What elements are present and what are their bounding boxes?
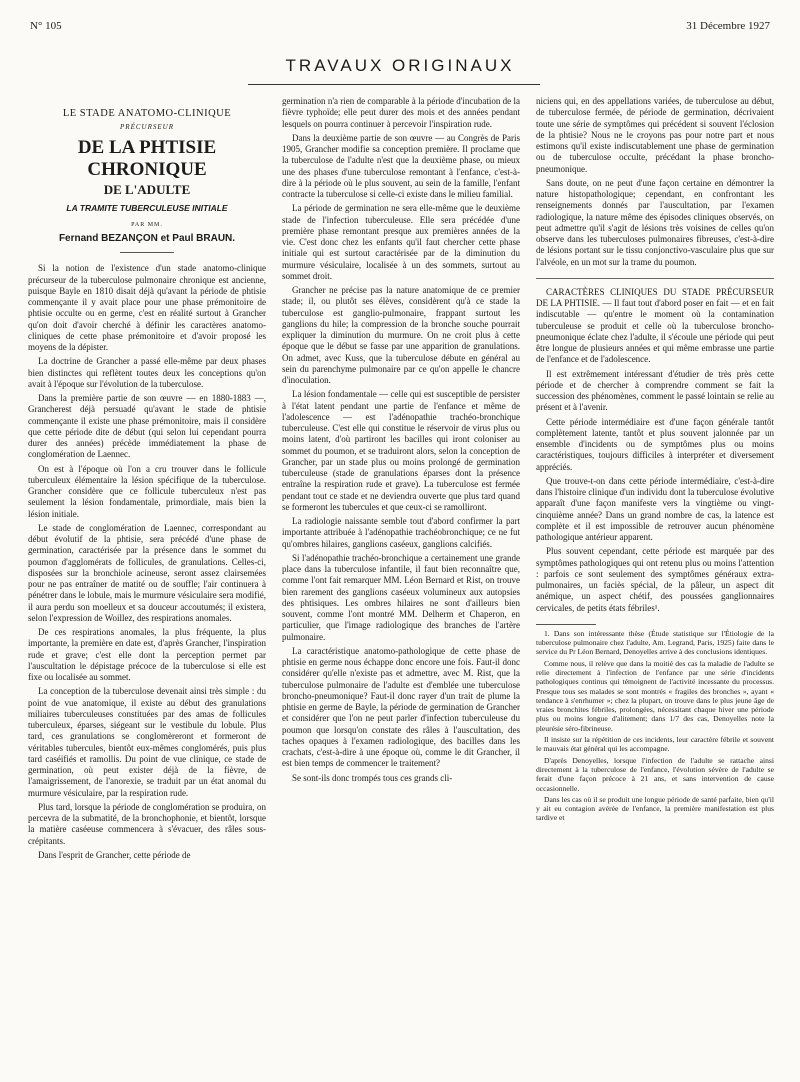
paragraph: La doctrine de Grancher a passé elle-même par deux phases bien distinctes qui reflètent toutes deux les conceptions qu'on avait à l'époque sur l'évolution de la tuberculose. xyxy=(28,356,266,389)
issue-date: 31 Décembre 1927 xyxy=(686,20,770,32)
paragraph: Si la notion de l'existence d'un stade anatomo-clinique précurseur de la tuberculose pulmonaire chronique est ancienne, puisque Bayle en 1810 disait déjà qu'avant la période de phtisie commençante il y avait place pour une phase prémonitoire de phtisie occulte ou en germe, c'est en réalité surtout à Grancher qu'on doit d'avoir cherché à définir les caractères anatomo-cliniques de cette phase prémonitoire et d'avoir proposé les moyens de la dépister. xyxy=(28,263,266,352)
paragraph: De ces respirations anomales, la plus fréquente, la plus importante, la première en date est, d'après Grancher, l'inspiration rude et grave; c'est elle dont la perception permet par l'auscultation le dépistage précoce de la tuberculose si elle est fixe ou localisée au sommet. xyxy=(28,627,266,682)
footnote: 1. Dans son intéressante thèse (Étude statistique sur l'Étiologie de la tuberculose pulmonaire chez l'adulte, Am. Legrand, Paris, 1925) faite dans le service du Pr Léon Bernard, Denoyelles arrive à des conclusions identiques. xyxy=(536,628,774,657)
section-title: TRAVAUX ORIGINAUX xyxy=(285,56,515,75)
paragraph: Sans doute, on ne peut d'une façon certaine en démontrer la nature histopathologique; cependant, en confrontant les renseignements donnés par l'auscultation, par l'examen radiologique, la nature même des épisodes cliniques observés, on peut admettre qu'il s'agit de lésions très voisines de celles qu'on observe dans les tuberculoses pulmonaires fibreuses, c'est-à-dire de lésions portant sur le tissu conjonctivo-vasculaire plus que sur l'alvéole, en un mot sur la trame du poumon. xyxy=(536,177,774,267)
page-header xyxy=(30,20,770,36)
footnote-rule xyxy=(536,624,596,625)
paragraph: Cette période intermédiaire est d'une façon générale tantôt complètement latente, tantôt et plus souvent jalonnée par un ensemble d'incidents ou de symptômes plus ou moins caractéristiques, toujours difficiles à interpréter et diversement appréciés. xyxy=(536,416,774,472)
paragraph: La caractéristique anatomo-pathologique de cette phase de phtisie en germe nous échappe donc encore une fois. Faut-il donc considérer qu'elle n'existe pas et admettre, avec M. Rist, que la tuberculose pulmonaire de l'adulte est d'emblée une tuberculose broncho-pneumonique? Faut-il donc rayer d'un trait de plume la phtisie en germe de Bayle, la période de germination de Grancher et considérer que l'on ne peut parler d'infection tuberculeuse du poumon que lorsqu'on constate des râles à l'auscultation, des taches opaques à l'examen radiologique, des bacilles dans les crachats, c'est-à-dire à une époque où, comme le dit Grancher, il est bien temps de commencer le traitement? xyxy=(282,645,520,769)
article-authors: Fernand BEZANÇON et Paul BRAUN. xyxy=(58,233,236,244)
paragraph: La conception de la tuberculose devenait ainsi très simple : du point de vue anatomique, il existe au début des granulations miliaires tuberculeuses constituées par des amas de follicules tuberculeux, éparses, siégeant sur le vestibule du lobule. Plus tard, ces granulations se conglomèreront et formeront de véritables tubercules, bientôt eux-mêmes conglomérés, puis plus tard caséifiés et ramollis. Du point de vue clinique, ce stade de germination, où peut exister déjà de la fièvre, de l'amaigrissement, de l'anorexie, se traduit par un état anomal du murmure vésiculaire, par la respiration rude. xyxy=(28,686,266,798)
paragraph: Se sont-ils donc trompés tous ces grands cli- xyxy=(292,772,453,783)
article-precursor: PRÉCURSEUR xyxy=(120,123,174,132)
paragraph: Si l'adénopathie trachéo-bronchique a certainement une grande place dans la tuberculose infantile, il faut bien reconnaître que, comme l'ont fait remarquer MM. Léon Bernard et Rist, on trouve bien rarement des ganglions caséeux volumineux aux autopsies des phtisiques. Les ombres hilaires ne sont d'ailleurs bien souvent, comme l'ont montré MM. Delherm et Chaperon, en particulier, que l'image radiologique des branches de l'artère pulmonaire. xyxy=(282,552,520,642)
footnote: Il insiste sur la répétition de ces incidents, leur caractère fébrile et souvent le mauvais état général qui les accompagne. xyxy=(536,735,774,754)
paragraph: Dans la deuxième partie de son œuvre — au Congrès de Paris 1905, Grancher modifie sa conception première. Il proclame que la tuberculose de l'adulte n'est que la deuxième phase, ou mieux une des phases d'une tuberculose remontant à l'enfance, c'est-à-dire à la période où le plus souvent, au sein de la famille, l'enfant contracte la tuberculose si celle-ci existe dans le milieu familial. xyxy=(282,132,520,199)
footnotes xyxy=(536,624,774,823)
section-paragraph xyxy=(536,287,774,366)
column-3 xyxy=(536,96,774,1071)
footnote: Dans les cas où il se produit une longue période de santé parfaite, bien qu'il y ait eu contagion avérée de l'enfance, la première manifestation est plus tardive et xyxy=(536,794,774,823)
article-tramite: LA TRAMITE TUBERCULEUSE INITIALE xyxy=(66,202,228,213)
paragraph: Plus souvent cependant, cette période est marquée par des symptômes pathologiques qui ont retenu plus ou moins l'attention : parfois ce sont seulement des symptômes généraux extra-pulmonaires, un faciès spécial, de la pâleur, un aspect dit anémique, un aspect chétif, des poussées ganglionnaires cervicales, de petits états fébriles¹. xyxy=(536,546,774,613)
article-kicker: LE STADE ANATOMO-CLINIQUE xyxy=(62,108,232,119)
footnote: D'après Denoyelles, lorsque l'infection de l'adulte se rattache ainsi directement à la tuberculose de l'enfance, l'évolution sévère de l'adulte se ferait d'une façon précoce à 21 ans, et sans intervention de cause occasionnelle. xyxy=(536,755,774,793)
article-title: DE LA PHTISIE CHRONIQUE xyxy=(77,136,217,180)
article-par: PAR MM. xyxy=(131,221,163,228)
paragraph: Il est extrêmement intéressant d'étudier de très près cette période et de chercher à comprendre comment se fait la succession des phénomènes, comment le passé lointain se relie au présent et à l'avenir. xyxy=(536,368,774,413)
issue-number: N° 105 xyxy=(30,20,62,32)
paragraph: Le stade de conglomération de Laennec, correspondant au début évolutif de la phtisie, sera précédé d'une phase de germination, caractérisée par la présence dans le sommet du poumon d'agglomérats de follicules, de granulations. Celles-ci, disposées sur la bronchiole acineuse, seront assez clairsemées pour ne pas entraîner de matité ou de souffle; l'air continuera à pénétrer dans le lobule, mais le murmure vésiculaire sera modifié, il aura perdu son moelleux et sa douceur accoutumés; il existera, selon l'expression de Woillez, des respirations anomales. xyxy=(28,522,266,623)
paragraph: La période de germination ne sera elle-même que le deuxième stade de l'infection tuberculeuse. Elle sera précédée d'une première phase remontant presque aux premières années de la vie. C'est donc chez les enfants qu'il faut chercher cette phase initiale qui est surtout caractérisée par de la diminution du murmure vésiculaire, localisée à un des sommets, surtout au sommet droit. xyxy=(282,203,520,281)
section-heading: CARACTÈRES CLINIQUES DU STADE PRÉCURSEUR DE LA PHTISIE. xyxy=(536,286,774,308)
paragraph: Plus tard, lorsque la période de conglomération se produira, on percevra de la submatité, de la bronchophonie, et bientôt, lorsque la matière caséeuse commencera à s'évacuer, des râles sous-crépitants. xyxy=(28,801,266,846)
paragraph: Grancher ne précise pas la nature anatomique de ce premier stade; il, ou plutôt ses élèves, considèrent qu'à ce stade la tuberculose est ganglio-pulmonaire, frappant surtout les ganglions du hile; la compression de la bronche souche pourrait expliquer la diminution du murmure. On ne croit plus à cette époque que le début se fasse par une apparition de granulations. On admet, avec Kuss, que la tuberculose débute en général au sein du parenchyme pulmonaire par ce qu'on appelle le chancre d'inoculation. xyxy=(282,285,520,385)
title-rule xyxy=(120,252,174,253)
section-rule xyxy=(248,84,540,85)
paragraph: On est à l'époque où l'on a cru trouver dans le follicule tuberculeux élémentaire la lésion spécifique de la tuberculose. Grancher considère que ce follicule tuberculeux n'est pas seulement la lésion fondamentale, primordiale, mais bien la lésion initiale. xyxy=(28,463,266,519)
paragraph: Que trouve-t-on dans cette période intermédiaire, c'est-à-dire dans l'histoire clinique d'un individu dont la tuberculose évolutive apparaît d'une façon manifeste vers la vingtième ou vingt-cinquième année? Dans un grand nombre de cas, la latence est complète et il est impossible de retrouver aucun phénomène pathologique antérieur apparent. xyxy=(536,475,774,542)
section-first-text: — Il faut tout d'abord poser en fait — et en fait indiscutable — qu'entre le moment où la contamination tuberculeuse se produit et celle où la tuberculose broncho-pneumonique éclate chez l'adulte, il s'écoule une période qui peut être longue de plusieurs années et qui même embrasse une partie de l'enfance et de l'adolescence. xyxy=(536,298,774,365)
column-1 xyxy=(28,96,266,1071)
paragraph: niciens qui, en des appellations variées, de tuberculose au début, de tuberculose fermée, de période de germination, décrivaient toute une série de symptômes qui précédent si souvent l'éclosion de la phtisie? Nous ne le croyons pas pour notre part et nous estimons qu'il existe indiscutablement une phase de germination ou de tuberculose occulte, précédant la phase broncho-pneumonique. xyxy=(536,96,774,174)
paragraph: Dans la première partie de son œuvre — en 1880-1883 —, Grancherest déjà persuadé qu'avant le stade de phtisie commençante il existe une phase prémonitoire, mais il considère que cette période dite de début (qui selon lui cependant pourra durer des années) précède immédiatement la phase de conglomération de Laennec. xyxy=(28,393,266,460)
footnote: Comme nous, il relève que dans la moitié des cas la maladie de l'adulte se relie directement à l'infection de l'enfance par une série d'incidents pathologiques continus qui témoignent de l'activité incessante du processus. Presque tous ses malades se sont montrés « fragiles des bronches », ayant « tendance à s'enrhumer »; chez la plupart, on trouve dans le plus jeune âge de vraies bronchites fébriles, prolongées, nécessitant chaque hiver une période plus ou moins longue d'alitement; dans 1/7 des cas, Denoyelles note la pleurésie séro-fibrineuse. xyxy=(536,658,774,733)
paragraph: La lésion fondamentale — celle qui est susceptible de persister à l'état latent pendant une partie de l'enfance et même de l'adolescence — est l'adénopathie trachéo-bronchique tuberculeuse. C'est elle qui constitue le réservoir de virus plus ou moins latent, d'où partiront les bacilles qui iront coloniser au sommet du poumon, et se traduiront alors, selon la conception de Grancher, par un stade plus ou moins prolongé de germination tuberculeuse (stade de granulations éparses dont la présence entraîne la respiration rude et grave). La tuberculose est fermée pendant tout ce stade et ne deviendra ouverte que plus tard quand se formeront les tubercules et que ceux-ci se ramolliront. xyxy=(282,389,520,512)
paragraph: Dans l'esprit de Grancher, cette période de xyxy=(38,849,191,860)
paragraph: La radiologie naissante semble tout d'abord confirmer la part importante attribuée à l'adénopathie trachéobronchique; ce ne fut qu'ombres hilaires, ganglions caséeux, ganglions calcifiés. xyxy=(282,516,520,549)
section-divider xyxy=(536,278,774,279)
paragraph: germination n'a rien de comparable à la période d'incubation de la fièvre typhoïde; elle peut durer des mois et des années pendant lesquels on pourra continuer à percevoir l'inspiration rude. xyxy=(282,96,520,129)
column-2 xyxy=(282,96,520,1071)
article-subtitle: DE L'ADULTE xyxy=(103,181,191,197)
